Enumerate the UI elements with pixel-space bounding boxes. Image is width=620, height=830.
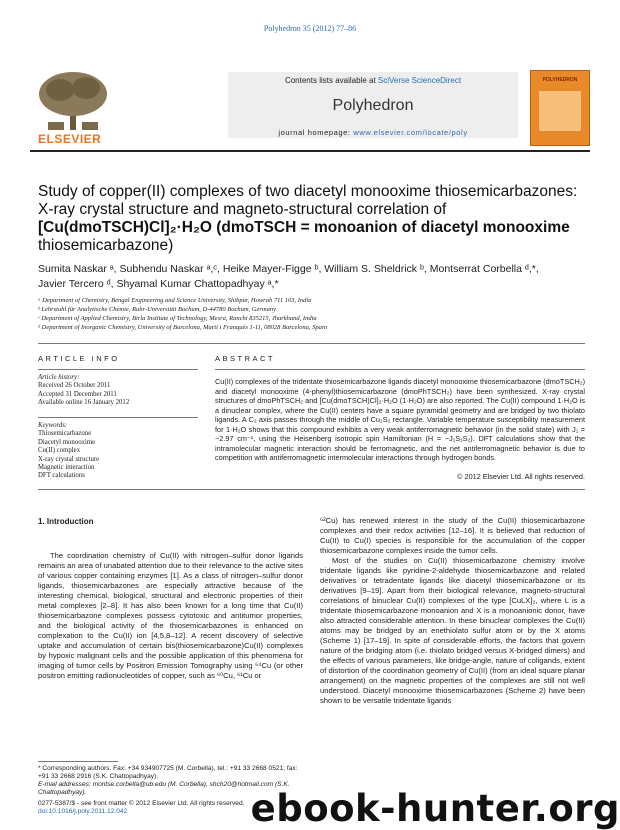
history-label: Article history: xyxy=(38,374,80,381)
keyword: DFT calculations xyxy=(38,472,85,480)
keyword: Cu(II) complex xyxy=(38,447,81,455)
body-column-right xyxy=(320,516,585,706)
history-item: Accepted 31 December 2011 xyxy=(38,390,117,398)
affiliation: ᵇ Lehrstuhl für Analytische Chemie, Ruhr-Universität Bochum, D-44780 Bochum, Germany xyxy=(38,306,276,313)
journal-cover-thumbnail xyxy=(530,70,590,146)
abstract-end-rule xyxy=(38,489,585,490)
keyword: Diacetyl monooxime xyxy=(38,438,96,446)
author-list xyxy=(38,262,578,292)
affiliation: ᶜ Department of Applied Chemistry, Birla Institute of Technology, Mesra, Ranchi 835215, Jharkhand, India xyxy=(38,315,317,322)
article-info-heading: ARTICLE INFO xyxy=(38,354,120,363)
keywords-rule xyxy=(38,417,198,418)
keyword: Magnetic interaction xyxy=(38,464,95,472)
article-info xyxy=(38,374,188,408)
journal-homepage: journal homepage: www.elsevier.com/locate/poly xyxy=(278,128,468,137)
corresponding-authors: * Corresponding authors. Fax: +34 934907725 (M. Corbella), tel.: +91 33 2668 0521; fax: +91 33 2668 2916 (S.K. Chattopadhyay). xyxy=(38,765,298,780)
info-rule xyxy=(38,369,198,370)
keywords xyxy=(38,422,188,481)
paragraph: ⁶²Cu) has renewed interest in the study of the Cu(II) thiosemicarbazone complexes and their redox activities [12–16]. It is believed that reduction of Cu(II) to Cu(I) species is responsible for the accumulation of the copper thiosemicarbazone complexes inside the tumor cells. xyxy=(320,516,585,555)
email-addresses[interactable]: E-mail addresses: montse.corbella@ub.edu (M. Corbella), shch20@hotmail.com (S.K. Chattopadhyay). xyxy=(38,781,290,796)
watermark: ebook-hunter.org xyxy=(250,787,620,830)
article-title xyxy=(38,183,578,255)
history-item: Received 26 October 2011 xyxy=(38,382,111,390)
contents-line: Contents lists available at SciVerse ScienceDirect xyxy=(284,76,462,85)
doi-link[interactable]: doi:10.1016/j.poly.2011.12.042 xyxy=(38,808,128,815)
history-item: Available online 16 January 2012 xyxy=(38,399,130,407)
affiliation: ᵈ Department of Inorganic Chemistry, University of Barcelona, Martí i Franquès 1-11, 08028 Barcelona, Spain xyxy=(38,324,327,331)
keyword: Thiosemicarbazone xyxy=(38,430,92,438)
author-line: Javier Tercero ᵈ, Shyamal Kumar Chattopadhyay ᵃ,* xyxy=(38,278,279,290)
affiliation: ᵃ Department of Chemistry, Bengal Engineering and Science University, Shibpur, Howrah 711 103, India xyxy=(38,297,312,304)
title-line: Study of copper(II) complexes of two diacetyl monooxime thiosemicarbazones: xyxy=(38,183,578,200)
elsevier-wordmark: ELSEVIER xyxy=(38,132,102,146)
author-line: Sumita Naskar ᵃ, Subhendu Naskar ᵃ,ᶜ, Heike Mayer-Figge ᵇ, William S. Sheldrick ᵇ, Montserrat Corbella ᵈ,*, xyxy=(38,263,539,275)
footnote-rule xyxy=(38,761,118,762)
sciencedirect-link[interactable]: SciVerse ScienceDirect xyxy=(377,76,462,85)
abstract-heading: ABSTRACT xyxy=(215,354,276,363)
header-rule xyxy=(30,150,590,152)
title-line: X-ray crystal structure and magneto-structural correlation of xyxy=(38,201,447,218)
title-line: thiosemicarbazone) xyxy=(38,237,174,254)
journal-name: Polyhedron xyxy=(332,97,414,114)
affiliation-rule xyxy=(38,343,585,344)
abstract-text: Cu(II) complexes of the tridentate thiosemicarbazone ligands diacetyl monooxime thiosemicarbazone (dmoTSCH₂) and diacetyl monooxime (4-phenyl)thiosemicarbazone (dmoPhTSCH₂) have been synthesized. X-ray crystal structures of dmoPhTSCH₂ and [Cu(dmoTSCH)Cl]₂·H₂O (1·H₂O) are also reported. The Cu(II) compound 1·H₂O is a dinuclear complex, where the Cu(II) centers have a square pyramidal geometry and are bridged by two thiolato ligands. A C₂ axis passes through the middle of Cu₂S₂ rectangle. Variable temperature susceptibility measurement for 1·H₂O shows that this compound exhibits a very weak antiferromagnetic behavior (in the solid state) with J₁ = −2.97 cm⁻¹, using the Heisenberg isotropic spin Hamiltonian (H = −J₁S₁S₂). DFT calculations show that the intramolecular magnetic interaction should be ferromagnetic, and the net antiferromagnetic behavior is due to competition with antiferromagnetic intermolecular interactions through hydrogen bonds. xyxy=(215,377,585,462)
title-line: [Cu(dmoTSCH)Cl]₂·H₂O (dmoTSCH = monoanion of diacetyl monooxime xyxy=(38,219,570,236)
issn-line: 0277-5387/$ - see front matter © 2012 Elsevier Ltd. All rights reserved. xyxy=(38,800,245,807)
cover-title: POLYHEDRON xyxy=(542,77,578,83)
abstract-rule xyxy=(215,369,585,370)
paragraph: Most of the studies on Cu(II) thiosemicarbazone chemistry involve tridentate ligands like pyridine-2-aldehyde thiosemicarbazone and related derivatives or tetradentate ligands like diacetyl thiosemicarbazone or its derivatives [9–19]. Apart from their biological relevance, magneto-structural correlations of binuclear Cu(II) complexes of the type [CuLX]₂, where L is a tridentate thiosemicarbazone monoanion and X is a monoanionic donor, have also attracted considerable attention. In these binuclear complexes the Cu(II) atoms may be bridged by an enethiolato sulfur atom or by the X atoms (Scheme 1) [17–19]. In spite of considerable efforts, the factors that govern nature of the bridging atom (i.e. thiolato bridged versus X-bridged dimers) and the effects of various parameters, like bridge-angle, nature of coligands, extent of distortion of the coordination geometry of Cu(II) (from an ideal square planar arrangement) on the magnetic properties of the complexes are still not well understood. Diacetyl monooxime thiosemicarbazones (Scheme 2) have been shown to be versatile tridentate ligands xyxy=(320,556,585,705)
body-column-left xyxy=(38,551,303,681)
cover-artwork xyxy=(539,91,581,131)
copyright-line: © 2012 Elsevier Ltd. All rights reserved. xyxy=(457,472,585,481)
paragraph: The coordination chemistry of Cu(II) with nitrogen–sulfur donor ligands remains an area of unabated attention due to their relevance to the active sites of various copper containing enzymes [1]. As a class of nitrogen–sulfur donor ligands, thiosemicarbazones are especially attractive because of the interesting chemical, biological, structural and electronic properties of their metal complexes [2–8]. It has also been known for a long time that Cu(II) thiosemicarbazone complexes possess cytotoxic and antitumor properties, and the biological activity of the thiosemicarbazones is enhanced on complexation to the Cu(II) ion [4,5,8–12]. A recent discovery of selective uptake and accumulation of certain bis(thiosemicarbazone)Cu(II) complexes by hypoxic malignant cells and the possible application of this phenomena for imaging of tumor cells by Positron Emission Tomography using ⁶⁴Cu (or other positron emitting radionucleotides of copper, such as ⁶⁰Cu, ⁶¹Cu or xyxy=(38,551,303,680)
keyword: X-ray crystal structure xyxy=(38,455,100,463)
journal-reference[interactable]: Polyhedron 35 (2012) 77–86 xyxy=(263,24,357,33)
keywords-label: Keywords: xyxy=(38,422,68,429)
section-heading: 1. Introduction xyxy=(38,517,94,526)
homepage-link[interactable]: www.elsevier.com/locate/poly xyxy=(353,128,468,137)
